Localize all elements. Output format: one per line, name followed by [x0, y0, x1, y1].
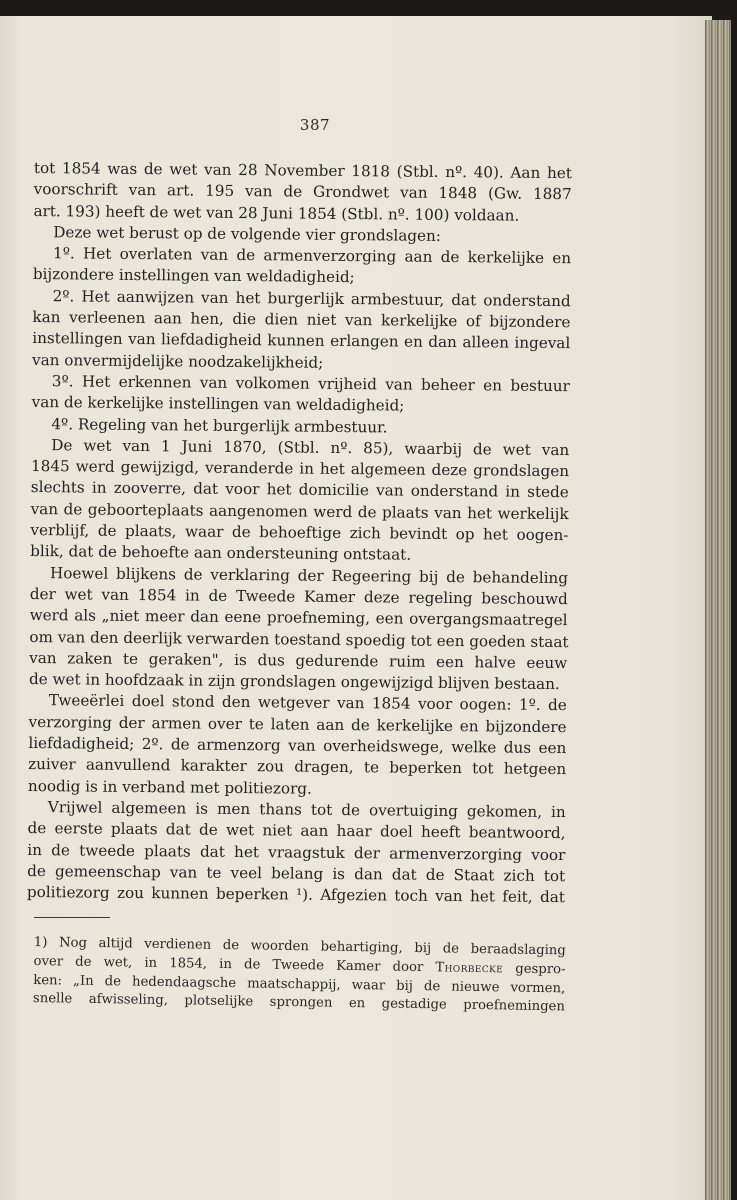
body-line: 1845 werd gewijzigd, veranderde in het algemeen deze grondslagen: [30, 457, 570, 481]
body-line: Hoewel blijkens de verklaring der Regeering bij de behandeling: [49, 563, 569, 587]
body-line: voorschrift van art. 195 van de Grondwet van 1848 (Gw. 1887: [33, 180, 572, 204]
body-line: De wet van 1 Juni 1870, (Stbl. nº. 85), waarbij de wet van: [51, 436, 570, 460]
body-line: verblijf, de plaats, waar de behoeftige zich bevindt op het oogen-: [30, 521, 569, 545]
body-line: van zaken te geraken", is dus gedurende ruim een halve eeuw: [29, 648, 568, 672]
body-line: 2º. Het aanwijzen van het burgerlijk armbestuur, dat onderstand: [52, 286, 571, 310]
body-line: instellingen van liefdadigheid kunnen erlangen en dan alleen ingeval: [32, 329, 571, 353]
page-number: 387: [299, 116, 331, 134]
body-line: verzorging der armen over te laten aan de kerkelijke en bijzondere: [28, 712, 567, 736]
body-line: slechts in zooverre, dat voor het domicilie van onderstand in stede: [30, 478, 569, 502]
footnote: [33, 934, 566, 1018]
body-line: in de tweede plaats dat het vraagstuk der armenverzorging voor: [27, 840, 566, 864]
footnote-text: over de wet, in 1854, in de Tweede Kamer door: [33, 953, 436, 976]
body-line: 4º. Regeling van het burgerlijk armbestuur.: [51, 414, 388, 436]
body-line: om van den deerlijk verwarden toestand spoedig tot een goeden staat: [29, 627, 569, 651]
body-line: art. 193) heeft de wet van 28 Juni 1854 (Stbl. nº. 100) voldaan.: [33, 201, 520, 225]
body-line: 1º. Het overlaten van de armenverzorging aan de kerkelijke en: [52, 244, 572, 268]
body-line: liefdadigheid; 2º. de armenzorg van overheidswege, welke dus een: [28, 733, 567, 758]
body-line: kan verleenen aan hen, die dien niet van kerkelijke of bijzondere: [32, 308, 571, 332]
body-line: politiezorg zou kunnen beperken ¹). Afgezien toch van het feit, dat: [26, 883, 566, 907]
body-line: van de kerkelijke instellingen van weldadigheid;: [31, 393, 405, 415]
body-line: Deze wet berust op de volgende vier grondslagen:: [53, 223, 442, 245]
body-line: blik, dat de behoefte aan ondersteuning ontstaat.: [30, 542, 412, 564]
body-line: 3º. Het erkennen van volkomen vrijheid van beheer en bestuur: [51, 372, 570, 396]
body-line: Vrijwel algemeen is men thans tot de overtuiging gekomen, in: [47, 798, 566, 822]
body-line: van de geboorteplaats aangenomen werd de plaats van het werkelijk: [30, 499, 569, 523]
body-line: bijzondere instellingen van weldadigheid;: [32, 265, 355, 287]
body-line: de wet in hoofdzaak in zijn grondslagen ongewijzigd blijven bestaan.: [28, 670, 560, 694]
footnote-name: Thorbecke: [435, 960, 504, 977]
body-line: de eerste plaats dat de wet niet aan haar doel heeft beantwoord,: [27, 819, 566, 843]
footnote-separator: [34, 917, 110, 918]
body-line: werd als „niet meer dan eene proefneming, een overgangsmaatregel: [29, 606, 568, 630]
body-line: tot 1854 was de wet van 28 November 1818 (Stbl. nº. 40). Aan het: [33, 158, 572, 183]
footnote-line: ken: „In de hedendaagsche maatschappij, waar bij de nieuwe vormen,: [33, 972, 566, 996]
body-line: zuiver aanvullend karakter zou dragen, te beperken tot hetgeen: [28, 755, 567, 779]
body-line: van onvermijdelijke noodzakelijkheid;: [31, 350, 324, 372]
body-line: der wet van 1854 in de Tweede Kamer deze regeling beschouwd: [29, 584, 568, 609]
footnote-text: gespro-: [503, 961, 566, 978]
body-text: [27, 158, 572, 909]
body-line: de gemeenschap van te veel belang is dan dat de Staat zich tot: [27, 861, 566, 885]
page-edge-stack: [705, 20, 731, 1200]
footnote-line: 1) Nog altijd verdienen de woorden behartiging, bij de beraadslaging: [33, 934, 566, 959]
body-line: Tweeërlei doel stond den wetgever van 1854 voor oogen: 1º. de: [48, 691, 567, 715]
body-line: noodig is in verband met politiezorg.: [27, 776, 312, 798]
footnote-line: snelle afwisseling, plotselijke sprongen en gestadige proefnemingen: [32, 991, 566, 1015]
